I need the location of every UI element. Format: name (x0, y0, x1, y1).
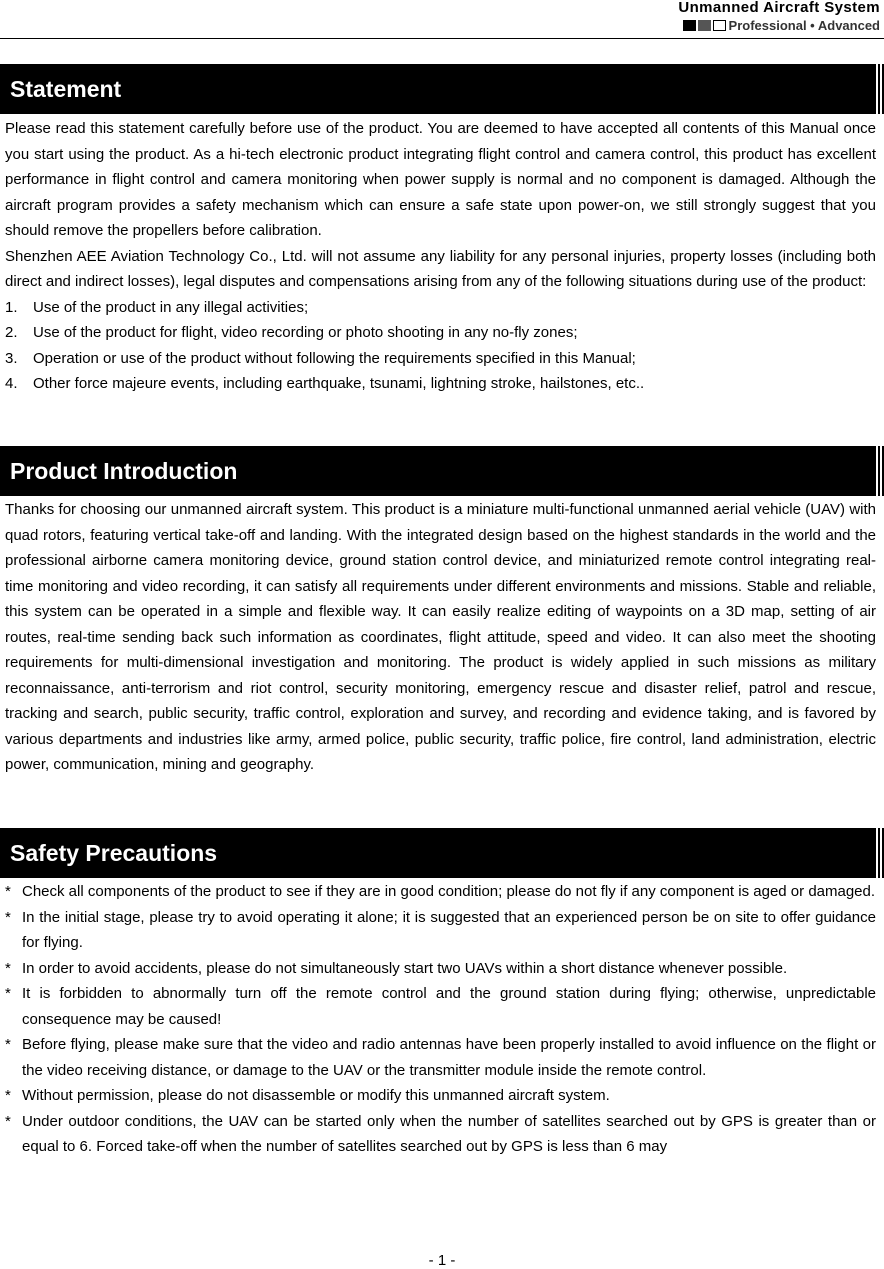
safety-body (5, 879, 876, 1160)
header-subtitle: Professional • Advanced (728, 18, 880, 33)
intro-heading: Product Introduction (10, 457, 238, 484)
page-header (0, 0, 884, 39)
list-item: 4. Other force majeure events, including earthquake, tsunami, lightning stroke, hailstones, etc.. (5, 375, 645, 392)
page-number: - 1 - (428, 1252, 456, 1269)
statement-heading-bar (0, 64, 876, 114)
list-item: * Without permission, please do not disassemble or modify this unmanned aircraft system. (5, 1087, 610, 1104)
intro-heading-bar (0, 446, 876, 496)
list-item: * In the initial stage, please try to avoid operating it alone; it is suggested that an experienced person be on site to offer guidance for flying. (5, 908, 876, 951)
intro-body (5, 497, 876, 778)
statement-heading: Statement (10, 75, 122, 102)
list-item: * In order to avoid accidents, please do not simultaneously start two UAVs within a short distance whenever possible. (5, 959, 788, 977)
list-item: * It is forbidden to abnormally turn off the remote control and the ground station during flying; otherwise, unpredictable consequence may be caused! (5, 985, 876, 1028)
white-square-icon (713, 20, 726, 31)
header-title: Unmanned Aircraft System (678, 0, 880, 16)
statement-paragraph-1: Please read this statement carefully before use of the product. You are deemed to have accepted all contents of this Manual once you start using the product. As a hi-tech electronic product integrating flight control and camera control, this product has excellent performance in flight control and camera monitoring when power supply is normal and no component is damaged. Although the aircraft program provides a safety mechanism which can ensure a safe state upon power-on, we still strongly suggest that you should remove the propellers before calibration. (5, 120, 876, 239)
list-item: 3. Operation or use of the product without following the requirements specified in this Manual; (5, 349, 636, 367)
list-item: * Check all components of the product to see if they are in good condition; please do not fly if any component is aged or damaged. (5, 883, 876, 900)
safety-list (5, 879, 876, 1160)
safety-heading: Safety Precautions (10, 839, 218, 866)
liability-list (5, 295, 876, 397)
list-item: 2. Use of the product for flight, video recording or photo shooting in any no-fly zones; (5, 324, 578, 341)
list-item: * Before flying, please make sure that the video and radio antennas have been properly installed to avoid influence on the flight or the video receiving distance, or damage to the UAV or the transmitter module inside the remote control. (5, 1036, 876, 1079)
list-item: * Under outdoor conditions, the UAV can be started only when the number of satellites searched out by GPS is greater than or equal to 6. Forced take-off when the number of satellites searched out by GPS is less than 6 may (5, 1112, 876, 1155)
intro-paragraph: Thanks for choosing our unmanned aircraft system. This product is a miniature multi-functional unmanned aerial vehicle (UAV) with quad rotors, featuring vertical take-off and landing. With the integrated design based on the highest standards in the world and the professional airborne camera monitoring device, ground station control device, and miniaturized remote control integrating real-time monitoring and video recording, it can satisfy all requirements under different environments and missions. Stable and reliable, this system can be operated in a simple and flexible way. It can easily realize editing of waypoints on a 3D map, setting of air routes, real-time sending back such information as coordinates, flight attitude, speed and video. It can also meet the shooting requirements for multi-dimensional investigation and monitoring. The product is widely applied in such missions as military reconnaissance, anti-terrorism and riot control, security monitoring, emergency rescue and disaster relief, patrol and rescue, tracking and search, public security, traffic control, exploration and survey, and recording and evidence taking, and is favored by various departments and industries like army, armed police, public security, traffic police, fire control, land administration, electric power, communication, mining and geography. (5, 501, 876, 773)
header-subtitle-row (683, 18, 880, 33)
list-item: 1. Use of the product in any illegal activities; (5, 298, 309, 316)
statement-paragraph-2: Shenzhen AEE Aviation Technology Co., Ltd. will not assume any liability for any personal injuries, property losses (including both direct and indirect losses), legal disputes and compensations arising from any of the following situations during use of the product: (5, 247, 876, 290)
safety-heading-bar (0, 828, 876, 878)
statement-body (5, 116, 876, 397)
black-square-icon (683, 20, 696, 31)
gray-square-icon (698, 20, 711, 31)
